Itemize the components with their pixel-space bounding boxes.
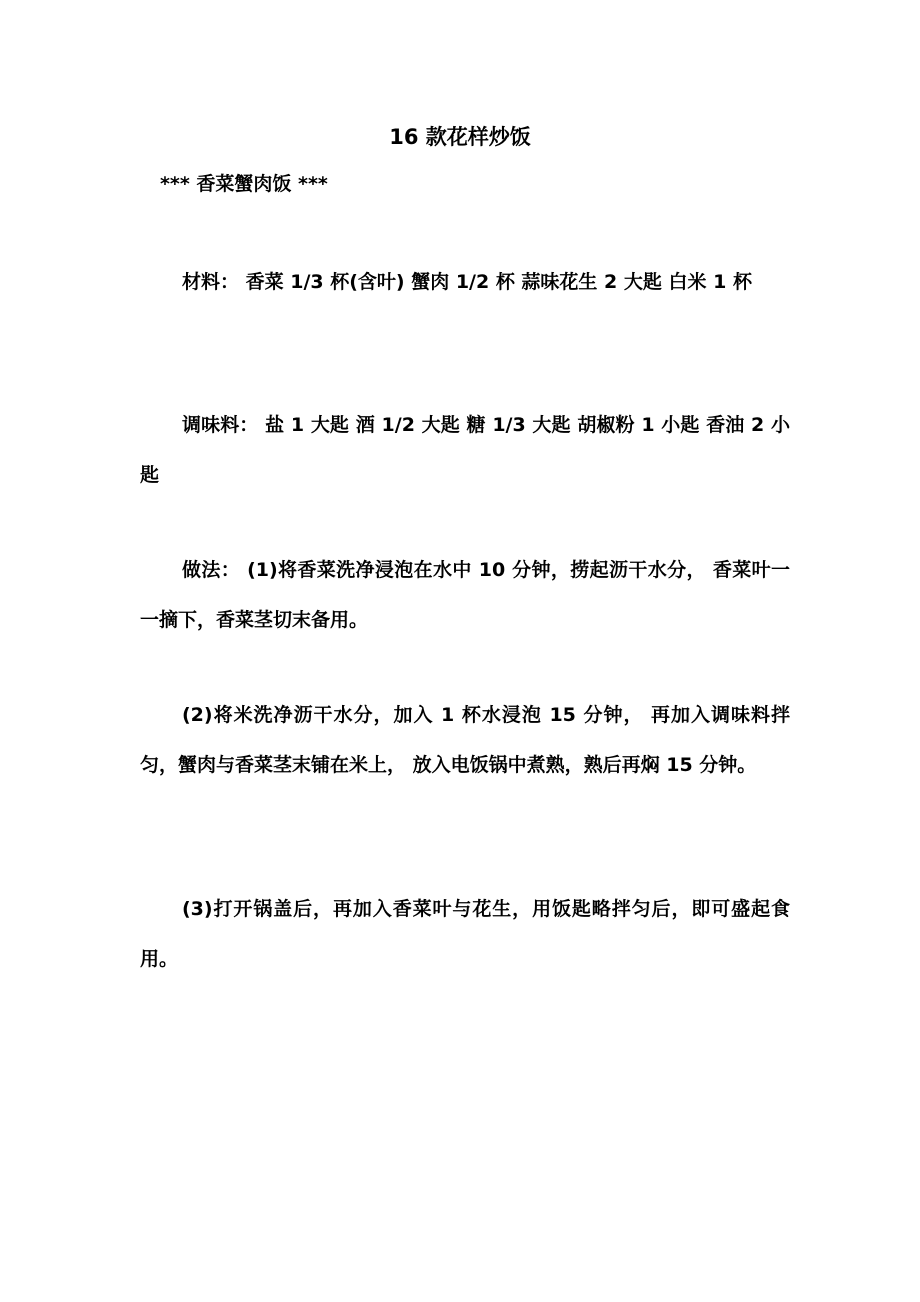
document-title: 16 款花样炒饭: [389, 125, 531, 149]
recipe-subtitle: *** 香菜蟹肉饭 ***: [160, 173, 328, 195]
materials-paragraph: 材料： 香菜 1/3 杯(含叶) 蟹肉 1/2 杯 蒜味花生 2 大匙 白米 1 杯: [182, 271, 752, 293]
method-step-1: 做法： (1)将香菜洗净浸泡在水中 10 分钟，捞起沥干水分， 香菜叶一一摘下，香菜茎切末备用。: [140, 559, 790, 631]
method-step-3: (3)打开锅盖后，再加入香菜叶与花生，用饭匙略拌匀后，即可盛起食用。: [140, 898, 790, 970]
method-step-2: (2)将米洗净沥干水分，加入 1 杯水浸泡 15 分钟， 再加入调味料拌匀，蟹肉与香菜茎末铺在米上， 放入电饭锅中煮熟，熟后再焖 15 分钟。: [140, 704, 790, 776]
seasoning-paragraph: 调味料： 盐 1 大匙 酒 1/2 大匙 糖 1/3 大匙 胡椒粉 1 小匙 香油 2 小匙: [140, 414, 790, 486]
